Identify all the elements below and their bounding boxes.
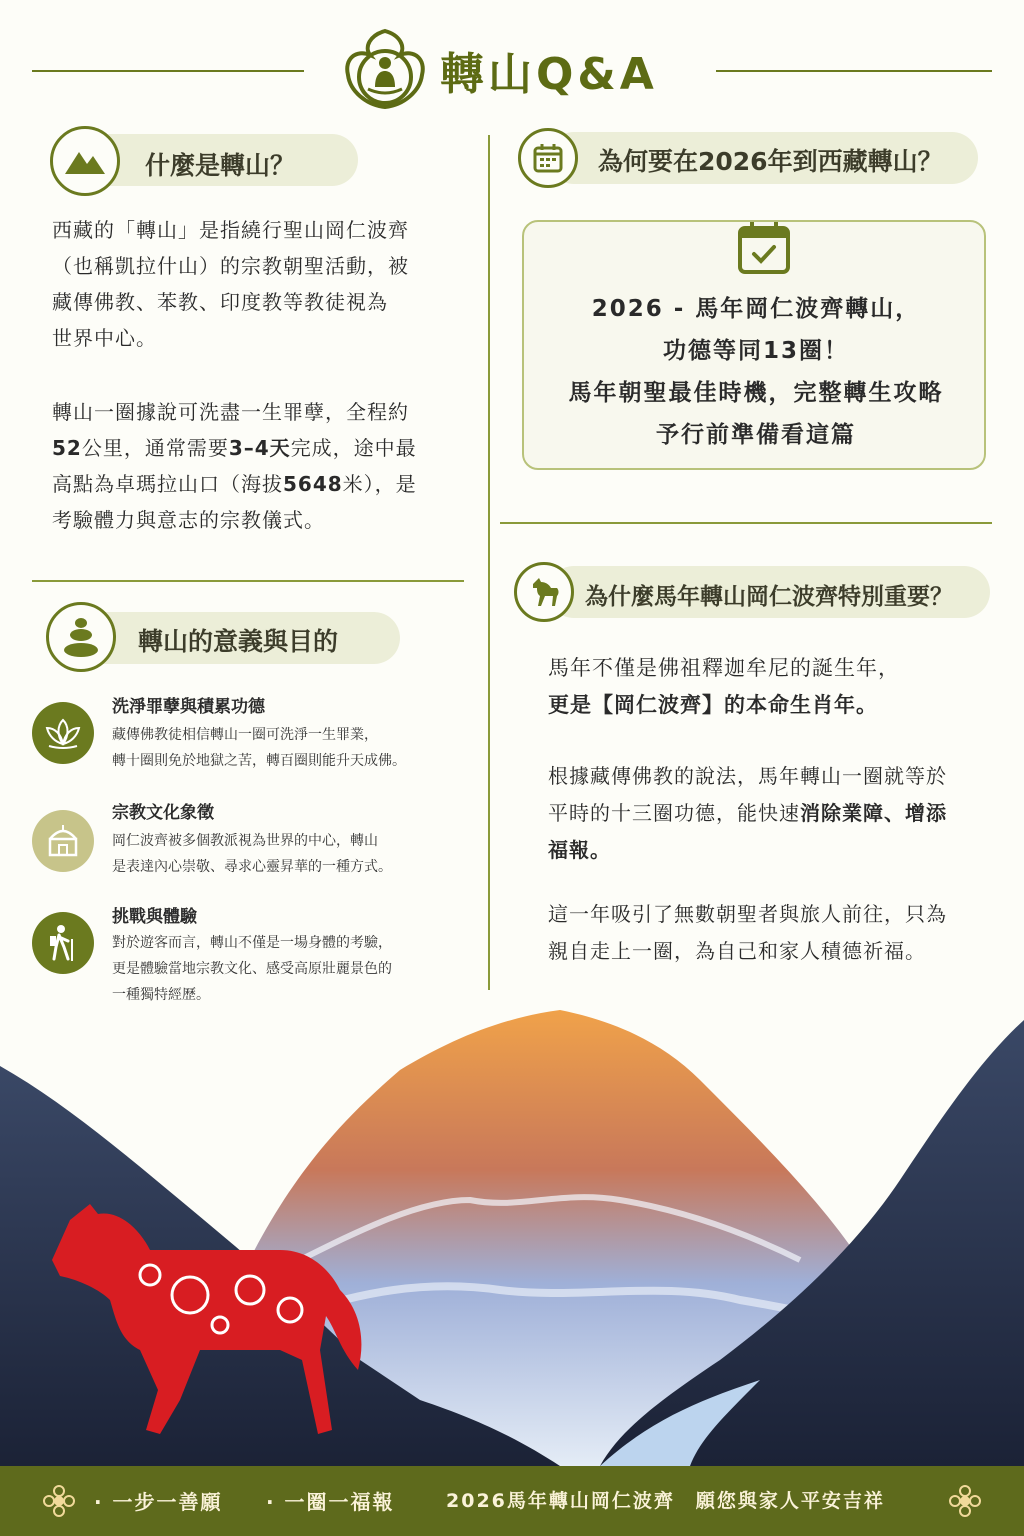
section4-heading: 為什麼馬年轉山岡仁波齊特別重要？ — [585, 584, 953, 610]
section4-paragraph1 — [548, 650, 900, 724]
card-line: 予行前準備看這篇 — [656, 422, 856, 448]
section1-paragraph2 — [52, 394, 472, 538]
text-line — [52, 430, 472, 466]
purpose-item-body — [112, 930, 482, 1008]
text-span: 平時的十三圈功德，能快速 — [548, 801, 800, 825]
distance-value: 52 — [52, 436, 82, 460]
card-line: 2026 - 馬年岡仁波齊轉山， — [591, 296, 921, 322]
text-line: （也稱凱拉什山）的宗教朝聖活動，被 — [52, 254, 409, 278]
text-line: 考驗體力與意志的宗教儀式。 — [52, 508, 325, 532]
emphasis-text: 消除業障、增添 — [800, 801, 947, 825]
column-divider — [488, 135, 490, 990]
text-span: 高點為卓瑪拉山口（海拔 — [52, 472, 283, 496]
text-line: 更是【岡仁波齊】的本命生肖年。 — [548, 693, 878, 717]
text-line — [548, 795, 947, 832]
text-line: 這一年吸引了無數朝聖者與旅人前往，只為 — [548, 902, 947, 926]
flower-ornament-icon — [948, 1484, 982, 1518]
text-line: 岡仁波齊被多個教派視為世界的中心，轉山 — [112, 833, 378, 849]
buddha-lotus-icon — [340, 25, 430, 115]
text-span: 完成，途中最 — [290, 436, 417, 460]
text-line: 藏傳佛教徒相信轉山一圈可洗淨一生罪業， — [112, 727, 378, 743]
header-right-rule — [716, 70, 992, 72]
text-line: 世界中心。 — [52, 326, 157, 350]
purpose-item-title: 宗教文化象徵 — [112, 803, 214, 823]
duration-value: 3–4天 — [228, 436, 291, 460]
text-line — [52, 466, 472, 502]
mountain-icon — [50, 126, 120, 196]
red-papercut-horse — [40, 1200, 370, 1450]
text-line: 一種獨特經歷。 — [112, 987, 210, 1003]
section1-paragraph1 — [52, 212, 472, 356]
stacked-stones-icon — [46, 602, 116, 672]
left-section-divider — [32, 580, 464, 582]
section3-heading: 為何要在2026年到西藏轉山？ — [598, 147, 943, 176]
card-line: 功德等同13圈！ — [662, 338, 849, 364]
altitude-value: 5648 — [283, 472, 343, 496]
purpose-item-title: 洗淨罪孽與積累功德 — [112, 697, 265, 717]
footer-slogan-3: 2026馬年轉山岡仁波齊 願您與家人平安吉祥 — [446, 1490, 885, 1512]
hiker-icon — [32, 912, 94, 974]
calendar-icon — [518, 128, 578, 188]
text-line: 是表達內心崇敬、尋求心靈昇華的一種方式。 — [112, 859, 392, 875]
header-left-rule — [32, 70, 304, 72]
flower-ornament-icon — [42, 1484, 76, 1518]
text-line: 親自走上一圈，為自己和家人積德祈福。 — [548, 939, 926, 963]
card-line: 馬年朝聖最佳時機，完整轉生攻略 — [568, 380, 944, 406]
right-section-divider — [500, 522, 992, 524]
section4-paragraph2 — [548, 758, 947, 869]
section1-heading: 什麼是轉山？ — [145, 151, 296, 180]
text-line: 馬年不僅是佛祖釋迦牟尼的誕生年， — [548, 656, 900, 680]
text-line: 轉十圈則免於地獄之苦，轉百圈則能升天成佛。 — [112, 753, 406, 769]
text-span: 米），是 — [342, 472, 417, 496]
purpose-item-body — [112, 828, 472, 880]
footer-slogan-1: · 一步一善願 — [94, 1490, 223, 1514]
text-line: 藏傳佛教、苯教、印度教等教徒視為 — [52, 290, 388, 314]
text-line: 西藏的「轉山」是指繞行聖山岡仁波齊 — [52, 218, 409, 242]
temple-icon — [32, 810, 94, 872]
text-span: 公里，通常需要 — [81, 436, 229, 460]
text-line: 更是體驗當地宗教文化、感受高原壯麗景色的 — [112, 961, 392, 977]
text-line — [548, 832, 947, 869]
emphasis-text: 福報。 — [548, 838, 611, 862]
text-line: 對於遊客而言，轉山不僅是一場身體的考驗， — [112, 935, 392, 951]
section4-paragraph3 — [548, 896, 947, 970]
lotus-icon — [32, 702, 94, 764]
text-line: 根據藏傳佛教的說法，馬年轉山一圈就等於 — [548, 764, 947, 788]
footer-slogan-2: · 一圈一福報 — [266, 1490, 395, 1514]
calendar-check-icon — [736, 218, 792, 276]
purpose-item-title: 挑戰與體驗 — [112, 907, 197, 927]
purpose-item-body — [112, 722, 472, 774]
section2-heading: 轉山的意義與目的 — [138, 627, 339, 656]
text-line: 轉山一圈據說可洗盡一生罪孽，全程約 — [52, 400, 409, 424]
highlight-card — [522, 220, 986, 470]
horse-icon — [514, 562, 574, 622]
page-title: 轉山Q&A — [440, 49, 658, 100]
